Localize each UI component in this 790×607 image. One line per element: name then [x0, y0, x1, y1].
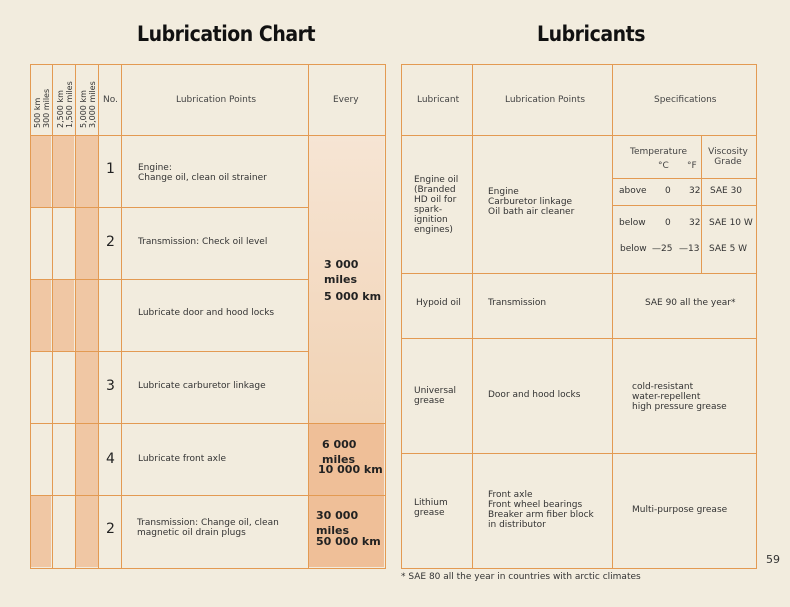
row-divider [30, 135, 386, 136]
lubricant-engine-oil: Engine oil (Branded HD oil for spark- ignition engines) [414, 175, 459, 235]
col-divider [472, 64, 473, 569]
temp-c: —25 [652, 244, 673, 254]
footnote: * SAE 80 all the year in countries with arctic climates [401, 572, 641, 582]
temp-cond: above [619, 186, 647, 196]
header-no: No. [103, 95, 118, 105]
header-viscosity: Viscosity Grade [708, 147, 748, 167]
header-5000km: 5,000 km 3,000 miles [79, 81, 97, 128]
header-temperature: Temperature [630, 147, 688, 157]
row-point: Transmission: Change oil, clean magnetic oil drain plugs [137, 518, 279, 538]
row-number: 1 [106, 161, 115, 177]
row-divider [30, 423, 386, 424]
row-divider [30, 351, 309, 352]
col-divider [98, 64, 99, 569]
lubricants-title: Lubricants [537, 22, 646, 46]
header-lubrication-points: Lubrication Points [505, 95, 586, 105]
row-divider [401, 338, 757, 339]
points-universal: Door and hood locks [488, 390, 581, 400]
lubricant-lithium: Lithium grease [414, 498, 448, 518]
row-point: Lubricate door and hood locks [138, 308, 275, 318]
header-specifications: Specifications [654, 95, 717, 105]
spec-universal: cold-resistant water-repellent high pressure grease [632, 382, 727, 412]
header-2500km: 2,500 km 1,500 miles [56, 81, 74, 128]
row-divider [30, 495, 386, 496]
spec-lithium: Multi-purpose grease [632, 505, 728, 515]
col-divider [52, 64, 53, 569]
header-every: Every [333, 95, 359, 105]
lubricant-universal: Universal grease [414, 386, 457, 406]
lubrication-chart-title: Lubrication Chart [137, 22, 316, 46]
col-divider [701, 135, 702, 274]
points-engine-oil: Engine Carburetor linkage Oil bath air cleaner [488, 187, 575, 217]
row-point: Engine: Change oil, clean oil strainer [138, 163, 267, 183]
row-divider [401, 135, 757, 136]
col-divider [612, 64, 613, 569]
interval-km: 50 000 km [316, 535, 381, 548]
row-number: 4 [106, 451, 115, 467]
interval-km: 10 000 km [318, 463, 383, 476]
header-celsius: °C [658, 161, 669, 171]
header-500km: 500 km 300 miles [33, 88, 51, 128]
row-point: Lubricate carburetor linkage [138, 381, 266, 391]
row-divider [401, 273, 757, 274]
header-fahrenheit: °F [687, 161, 697, 171]
points-hypoid: Transmission [488, 298, 547, 308]
spec-hypoid: SAE 90 all the year* [645, 298, 736, 308]
grade: SAE 10 W [709, 218, 753, 228]
temp-f: 32 [689, 186, 701, 196]
row-point: Lubricate front axle [138, 454, 227, 464]
row-number: 2 [106, 234, 115, 250]
header-lubricant: Lubricant [417, 95, 460, 105]
temp-c: 0 [665, 218, 671, 228]
interval-miles: 30 000 miles [316, 509, 359, 537]
grade: SAE 30 [710, 186, 743, 196]
lubricant-hypoid: Hypoid oil [416, 298, 461, 308]
temp-f: —13 [679, 244, 700, 254]
page-number: 59 [766, 553, 780, 566]
row-divider [612, 178, 757, 179]
temp-f: 32 [689, 218, 701, 228]
col-divider [75, 64, 76, 569]
temp-c: 0 [665, 186, 671, 196]
temp-cond: below [619, 218, 646, 228]
row-point: Transmission: Check oil level [138, 237, 268, 247]
row-number: 2 [106, 521, 115, 537]
interval-miles: 6 000 miles [322, 438, 357, 466]
row-number: 3 [106, 378, 115, 394]
row-divider [30, 207, 309, 208]
temp-cond: below [620, 244, 647, 254]
interval-miles: 3 000 miles [324, 258, 359, 286]
row-divider [612, 205, 757, 206]
grade: SAE 5 W [709, 244, 748, 254]
points-lithium: Front axle Front wheel bearings Breaker arm fiber block in distributor [488, 490, 594, 530]
row-divider [401, 453, 757, 454]
col-divider [308, 64, 309, 569]
interval-km: 5 000 km [324, 290, 382, 303]
header-lubrication-points: Lubrication Points [176, 95, 257, 105]
row-divider [30, 279, 309, 280]
col-divider [121, 64, 122, 569]
